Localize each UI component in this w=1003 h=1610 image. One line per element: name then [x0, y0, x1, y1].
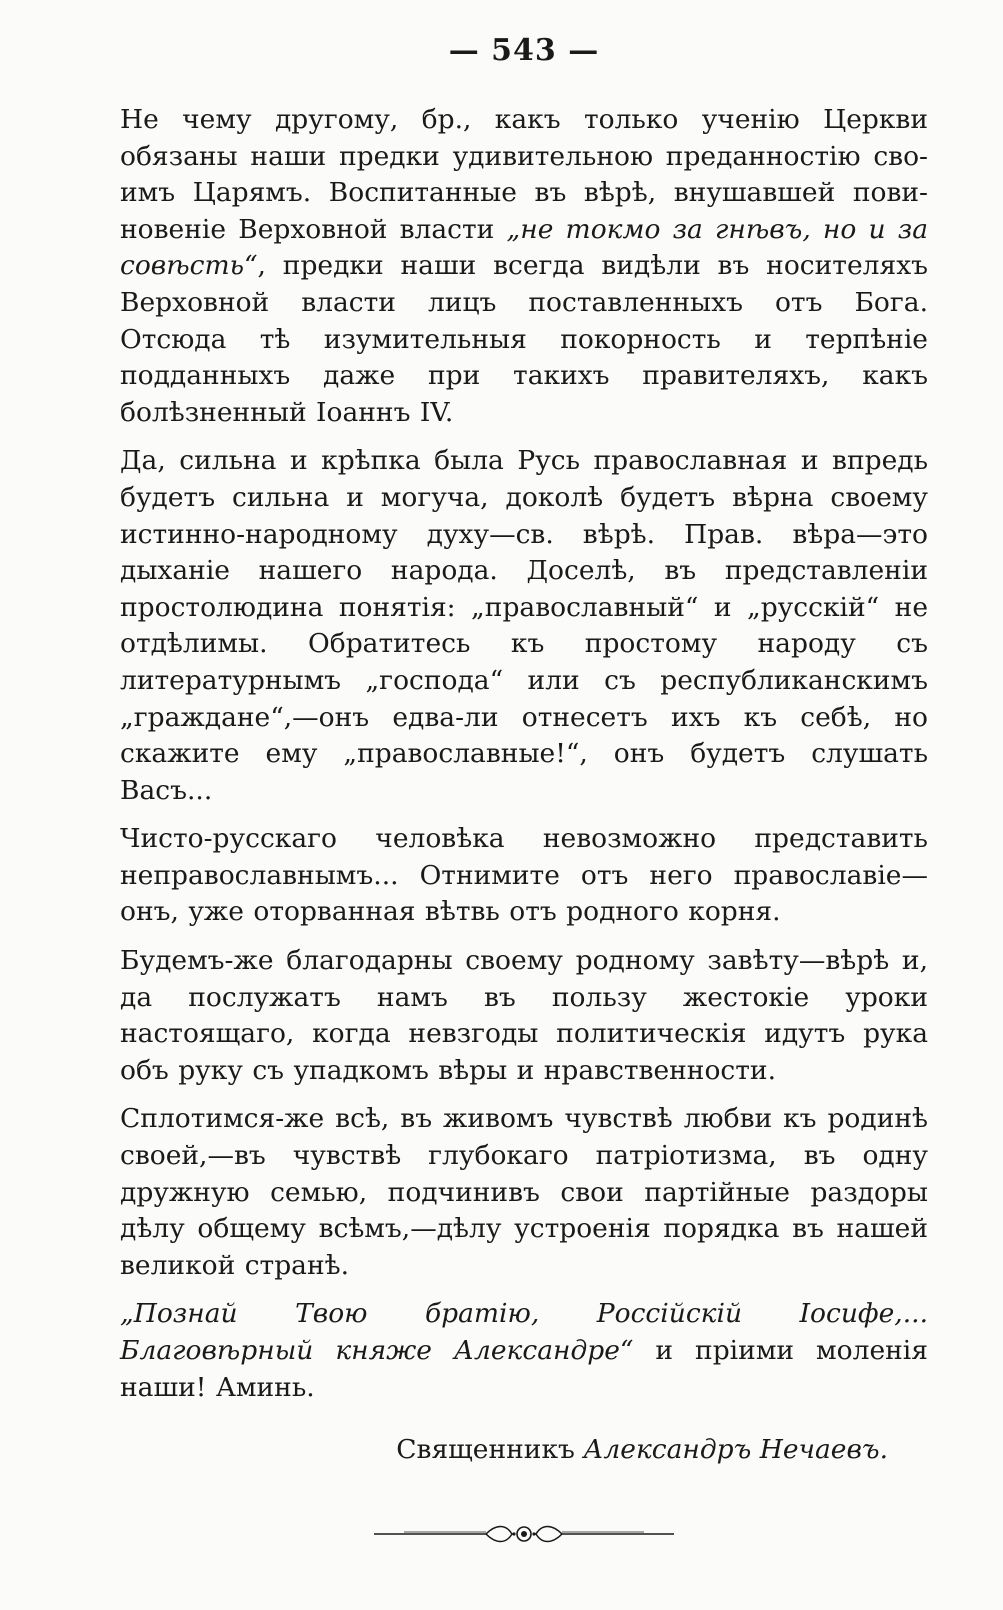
signature-title: Священникъ: [396, 1434, 584, 1466]
paragraph-6: [120, 1296, 928, 1406]
paragraph-1: [120, 102, 928, 431]
signature-name: Александръ Нечаевъ.: [583, 1434, 888, 1466]
paragraph-4: Будемъ-же благодарны своему родному завѣту—вѣрѣ и, да послужатъ намъ въ пользу жестокіе уроки настоящаго, когда невзгоды политическія идутъ рука объ руку съ упадкомъ вѣры и нравственности.: [120, 945, 928, 1086]
paragraph-1-line-4: новеніе Верховной власти: [120, 213, 507, 245]
ornament-divider-icon: [374, 1521, 674, 1547]
prayer-ending: и пріими моленія наши! Аминь.: [120, 1335, 928, 1403]
signature: [120, 1432, 888, 1469]
paragraph-5: Сплотимся-же всѣ, въ живомъ чувствѣ любви къ родинѣ своей,—въ чувствѣ глубокаго патріотизма, въ одну дружную семью, подчинивъ свои партійные раздоры дѣлу общему всѣмъ,—дѣлу устроенія порядка въ нашей великой странѣ.: [120, 1103, 928, 1281]
paragraph-1-line-3: имъ Царямъ. Воспитанные въ вѣрѣ, внушавшей пови-: [120, 177, 928, 209]
page-number: — 543 —: [448, 33, 600, 68]
paragraph-2: Да, сильна и крѣпка была Русь православная и впредь будетъ сильна и могуча, доколѣ будетъ вѣрна своему истинно-народному духу—св. вѣрѣ. Прав. вѣра—это дыханіе нашего народа. Доселѣ, въ представленіи простолюдина понятія: „православный“ и „русскій“ не отдѣлимы. Обратитесь къ простому народу съ литературнымъ „господа“ или съ республиканскимъ „граждане“,—онъ едва-ли отнесетъ ихъ къ себѣ, но скажите ему „православные!“, онъ будетъ слушать Васъ...: [120, 445, 928, 806]
prayer-quote: „Познай Твою братію, Россійскій Іосифе,... Благовѣрный княже Александре“: [120, 1298, 928, 1366]
paragraph-3: Чисто-русскаго человѣка невозможно представить неправославнымъ... Отнимите отъ него православіе—онъ, уже оторванная вѣтвь отъ родного корня.: [120, 823, 928, 928]
document-page: [120, 30, 928, 1547]
quote-italic-1: „не токмо за гнѣвъ, но и за совѣсть“: [120, 213, 928, 282]
paragraph-1-line-2: обязаны наши предки удивительною преданностію сво-: [120, 140, 928, 172]
paragraph-1-rest: , предки наши всегда видѣли въ носителяхъ Верховной власти лицъ поставленныхъ отъ Бога. Отсюда тѣ изумительныя покорность и терпѣніе подданныхъ даже при такихъ правителяхъ, какъ болѣзненный Іоаннъ IV.: [120, 250, 928, 428]
paragraph-1-line-1: Не чему другому, бр., какъ только ученію Церкви: [120, 104, 928, 135]
